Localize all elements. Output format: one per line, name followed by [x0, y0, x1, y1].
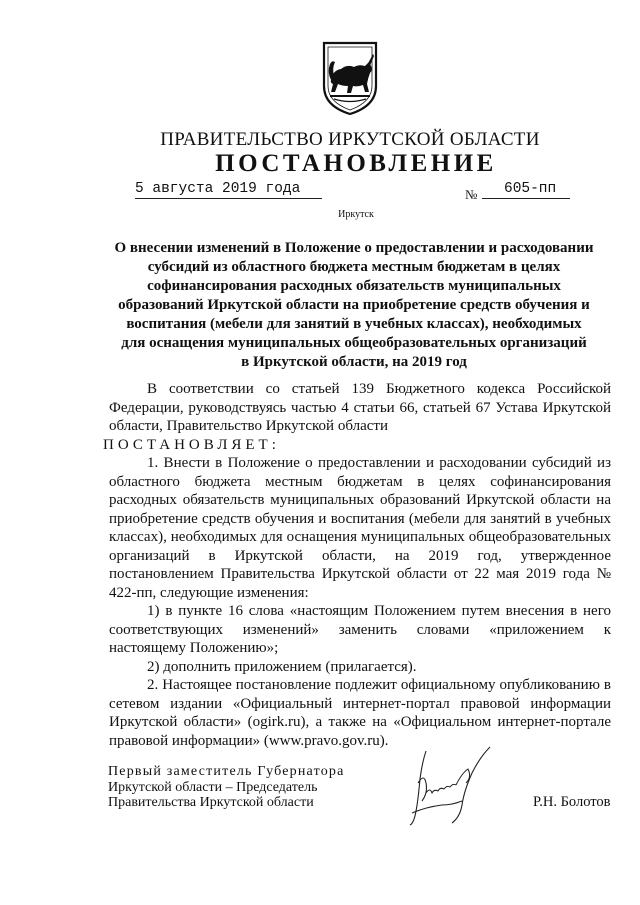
subject-line: образований Иркутской области на приобретение средств обучения и [118, 297, 590, 313]
signer-position-line: Иркутской области – Председатель [108, 779, 318, 795]
city-label: Иркутск [338, 209, 374, 220]
document-date: 5 августа 2019 года [135, 180, 322, 199]
document-type: ПОСТАНОВЛЕНИЕ [215, 150, 497, 177]
government-title: ПРАВИТЕЛЬСТВО ИРКУТСКОЙ ОБЛАСТИ [160, 129, 540, 150]
subject-line: в Иркутской области, на 2019 год [241, 354, 467, 370]
signer-position-line: Правительства Иркутской области [108, 795, 314, 810]
signer-name: Р.Н. Болотов [533, 794, 611, 810]
subject-line: О внесении изменений в Положение о предоставлении и расходовании [114, 240, 594, 256]
subject-line: софинансирования расходных обязательств муниципальных [147, 278, 561, 294]
preamble-paragraph: В соответствии со статьей 139 Бюджетного кодекса Российской Федерации, руководствуясь частью 4 статьи 66, статьей 67 Устава Иркутской области, Правительство Иркутской области [109, 381, 611, 434]
subject-line: для оснащения муниципальных общеобразовательных организаций [121, 335, 587, 351]
resolves-heading: ПОСТАНОВЛЯЕТ: [103, 436, 280, 453]
signer-position [108, 764, 345, 811]
handwritten-signature [392, 743, 502, 828]
coat-of-arms-icon [321, 40, 379, 116]
signer-position-line: Первый заместитель Губернатора [108, 764, 345, 779]
number-sign: № [465, 187, 478, 202]
item-1-2-paragraph: 2) дополнить приложением (прилагается). [147, 658, 417, 675]
document-body [103, 380, 611, 750]
subject-line: воспитания (мебели для занятий в учебных классах), необходимых [126, 316, 582, 332]
item-1-paragraph: 1. Внести в Положение о предоставлении и расходовании субсидий из областного бюджета местным бюджетам в целях софинансирования расходных обязательств муниципальных образований Иркутской области на приобретение средств обучения и воспитания (мебели для занятий в учебных классах), необходимых для оснащения муниципальных общеобразовательных организаций в Иркутской области, на 2019 год, утвержденное постановлением Правительства Иркутской области от 22 мая 2019 года № 422-пп, следующие изменения: [109, 455, 611, 601]
document-subject [107, 239, 601, 372]
item-1-1-paragraph: 1) в пункте 16 слова «настоящим Положением путем внесения в него соответствующих изменений» заменить словами «приложением к настоящему Положению»; [109, 603, 611, 656]
document-number: 605-пп [482, 180, 570, 199]
item-2-paragraph: 2. Настоящее постановление подлежит официальному опубликованию в сетевом издании «Официальный интернет-портал правовой информации Иркутской области» (ogirk.ru), а также на «Официальном интернет-портале правовой информации» (www.pravo.gov.ru). [109, 677, 611, 749]
subject-line: субсидий из областного бюджета местным бюджетам в целях [147, 259, 561, 275]
